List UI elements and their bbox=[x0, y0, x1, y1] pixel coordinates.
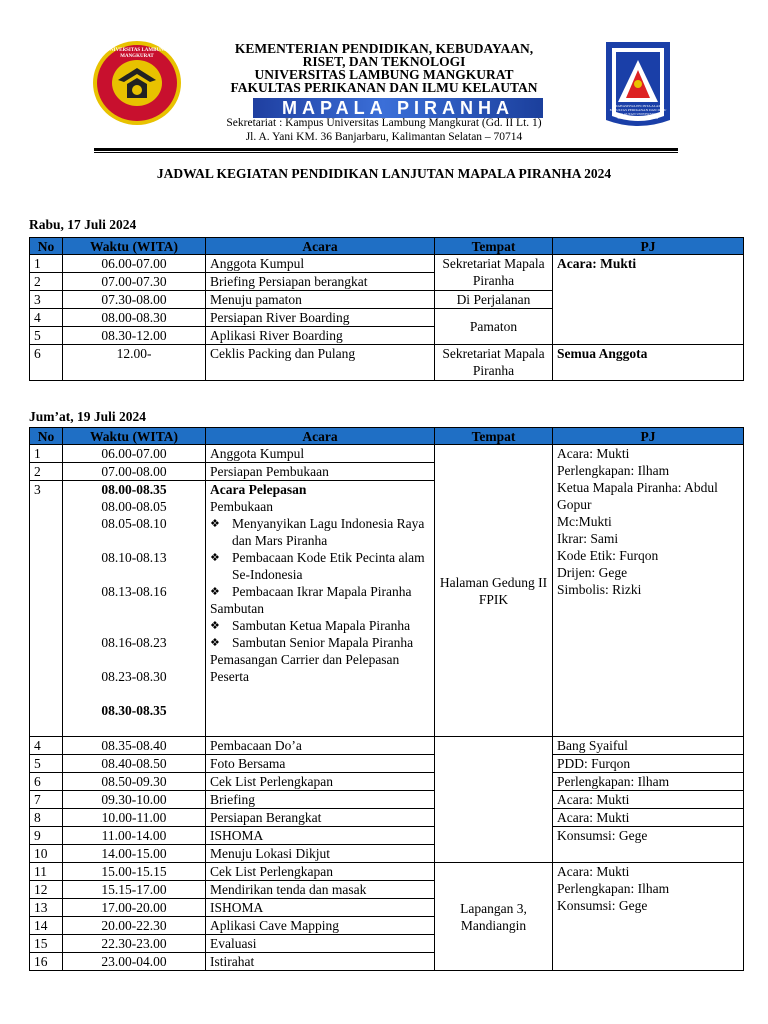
row-pj: Acara: Mukti bbox=[553, 809, 744, 827]
row-event: Ceklis Packing dan Pulang bbox=[206, 345, 435, 381]
row-event bbox=[206, 481, 435, 737]
col-place: Tempat bbox=[435, 428, 553, 445]
col-no: No bbox=[30, 428, 63, 445]
pj-item: Konsumsi: Gege bbox=[557, 898, 648, 913]
event-sub: Pemasangan Carrier dan Pelepasan Peserta bbox=[210, 652, 400, 684]
row-event: Menuju pamaton bbox=[206, 291, 435, 309]
bullet-text: Menyanyikan Lagu Indonesia Raya dan Mars Piranha bbox=[232, 516, 425, 548]
row-no: 12 bbox=[30, 881, 63, 899]
row-time: 07.30-08.00 bbox=[63, 291, 206, 309]
row-event: Istirahat bbox=[206, 953, 435, 971]
pj-item: Kode Etik: Furqon bbox=[557, 548, 659, 563]
header-rule-thin bbox=[94, 152, 678, 153]
row-time: 09.30-10.00 bbox=[63, 791, 206, 809]
diamond-bullet-icon: ❖ bbox=[210, 517, 220, 530]
row-event: Menuju Lokasi Dikjut bbox=[206, 845, 435, 863]
event-sub: Sambutan bbox=[210, 601, 264, 616]
document-title: JADWAL KEGIATAN PENDIDIKAN LANJUTAN MAPALA PIRANHA 2024 bbox=[156, 166, 612, 181]
bullet-text: Sambutan Senior Mapala Piranha bbox=[232, 635, 414, 650]
row-place: Di Perjalanan bbox=[435, 291, 553, 309]
bullet-text: Pembacaan Kode Etik Pecinta alam Se-Indonesia bbox=[232, 550, 425, 582]
col-time: Waktu (WITA) bbox=[63, 238, 206, 255]
row-no: 14 bbox=[30, 917, 63, 935]
row-time: 22.30-23.00 bbox=[63, 935, 206, 953]
event-main: Acara Pelepasan bbox=[210, 482, 307, 497]
time-sub: 08.16-08.23 bbox=[101, 635, 167, 650]
row-time: 17.00-20.00 bbox=[63, 899, 206, 917]
time-sub: 08.30-08.35 bbox=[101, 703, 167, 718]
row-pj: Perlengkapan: Ilham bbox=[553, 773, 744, 791]
row-time: 14.00-15.00 bbox=[63, 845, 206, 863]
university-name: UNIVERSITAS LAMBUNG MANGKURAT bbox=[254, 67, 514, 82]
diamond-bullet-icon: ❖ bbox=[210, 551, 220, 564]
row-time: 10.00-11.00 bbox=[63, 809, 206, 827]
day2-label: Jum’at, 19 Juli 2024 bbox=[29, 409, 147, 424]
diamond-bullet-icon: ❖ bbox=[210, 585, 220, 598]
row-event: Briefing Persiapan berangkat bbox=[206, 273, 435, 291]
event-bullet bbox=[210, 583, 430, 600]
table-row bbox=[30, 755, 744, 773]
row-time: 08.50-09.30 bbox=[63, 773, 206, 791]
table-row bbox=[30, 791, 744, 809]
table-row bbox=[30, 827, 744, 845]
table-header-row bbox=[30, 428, 744, 445]
row-event: Aplikasi River Boarding bbox=[206, 327, 435, 345]
row-event: Cek List Perlengkapan bbox=[206, 863, 435, 881]
row-time: 12.00- bbox=[63, 345, 206, 381]
row-no: 2 bbox=[30, 273, 63, 291]
row-no: 9 bbox=[30, 827, 63, 845]
pj-item: Acara: Mukti bbox=[557, 864, 630, 879]
pj-item: Mc:Mukti bbox=[557, 514, 612, 529]
row-time: 23.00-04.00 bbox=[63, 953, 206, 971]
row-time: 20.00-22.30 bbox=[63, 917, 206, 935]
row-no: 3 bbox=[30, 291, 63, 309]
row-pj: Semua Anggota bbox=[553, 345, 744, 381]
row-place: Lapangan 3, Mandiangin bbox=[435, 863, 553, 971]
ministry-line1: KEMENTERIAN PENDIDIKAN, KEBUDAYAAN, bbox=[234, 41, 534, 56]
diamond-bullet-icon: ❖ bbox=[210, 619, 220, 632]
row-place: Sekretariat Mapala Piranha bbox=[435, 255, 553, 291]
col-place: Tempat bbox=[435, 238, 553, 255]
pj-item: Perlengkapan: Ilham bbox=[557, 463, 670, 478]
row-no: 16 bbox=[30, 953, 63, 971]
row-event: Cek List Perlengkapan bbox=[206, 773, 435, 791]
row-event: Foto Bersama bbox=[206, 755, 435, 773]
row-time: 06.00-07.00 bbox=[63, 445, 206, 463]
row-time bbox=[63, 481, 206, 737]
row-event: Persiapan Berangkat bbox=[206, 809, 435, 827]
row-no: 5 bbox=[30, 755, 63, 773]
day1-schedule-table bbox=[29, 237, 744, 381]
table-header-row bbox=[30, 238, 744, 255]
row-place-empty bbox=[435, 737, 553, 863]
row-time: 15.00-15.15 bbox=[63, 863, 206, 881]
row-event: Briefing bbox=[206, 791, 435, 809]
row-pj bbox=[553, 445, 744, 737]
row-time: 08.30-12.00 bbox=[63, 327, 206, 345]
row-no: 11 bbox=[30, 863, 63, 881]
row-no: 7 bbox=[30, 791, 63, 809]
event-bullet bbox=[210, 617, 430, 634]
header-rule bbox=[94, 148, 678, 151]
mapala-logo-text: MAHASISWA PECINTA ALAM FAKULTAS PERIKANAN DAN ILMU KELAUTAN UNIVERSITAS LAMBUNG MANGKURAT bbox=[609, 104, 667, 120]
col-time: Waktu (WITA) bbox=[63, 428, 206, 445]
row-pj: Acara: Mukti bbox=[553, 255, 744, 345]
row-event: Evaluasi bbox=[206, 935, 435, 953]
row-pj: Acara: Mukti bbox=[553, 791, 744, 809]
row-place: Sekretariat Mapala Piranha bbox=[435, 345, 553, 381]
bullet-text: Sambutan Ketua Mapala Piranha bbox=[232, 618, 411, 633]
table-row bbox=[30, 773, 744, 791]
ministry-line2: RISET, DAN TEKNOLOGI bbox=[302, 54, 466, 69]
pj-item: Drijen: Gege bbox=[557, 565, 628, 580]
address-line2: Jl. A. Yani KM. 36 Banjarbaru, Kalimantan Selatan – 70714 bbox=[245, 131, 523, 143]
col-event: Acara bbox=[206, 238, 435, 255]
event-sub: Pembukaan bbox=[210, 499, 273, 514]
row-no: 2 bbox=[30, 463, 63, 481]
row-event: Aplikasi Cave Mapping bbox=[206, 917, 435, 935]
row-time: 06.00-07.00 bbox=[63, 255, 206, 273]
row-no: 5 bbox=[30, 327, 63, 345]
time-sub: 08.13-08.16 bbox=[101, 584, 167, 599]
row-no: 1 bbox=[30, 445, 63, 463]
row-event: Mendirikan tenda dan masak bbox=[206, 881, 435, 899]
row-no: 4 bbox=[30, 737, 63, 755]
bullet-text: Pembacaan Ikrar Mapala Piranha bbox=[232, 584, 412, 599]
row-time: 08.35-08.40 bbox=[63, 737, 206, 755]
pj-item: Acara: Mukti bbox=[557, 446, 630, 461]
address-line1: Sekretariat : Kampus Universitas Lambung Mangkurat (Gd. II Lt. 1) bbox=[226, 117, 542, 129]
row-no: 8 bbox=[30, 809, 63, 827]
university-logo-text: UNIVERSITAS LAMBUNG MANGKURAT bbox=[106, 48, 168, 59]
time-sub: 08.00-08.05 bbox=[101, 499, 167, 514]
event-bullet bbox=[210, 634, 430, 651]
row-event: ISHOMA bbox=[206, 827, 435, 845]
table-row bbox=[30, 809, 744, 827]
table-row bbox=[30, 345, 744, 381]
faculty-name: FAKULTAS PERIKANAN DAN ILMU KELAUTAN bbox=[230, 80, 538, 95]
time-sub: 08.05-08.10 bbox=[101, 516, 167, 531]
time-main: 08.00-08.35 bbox=[101, 482, 167, 497]
row-no: 4 bbox=[30, 309, 63, 327]
col-no: No bbox=[30, 238, 63, 255]
row-no: 15 bbox=[30, 935, 63, 953]
spacer bbox=[67, 617, 201, 634]
row-event: Anggota Kumpul bbox=[206, 255, 435, 273]
row-event: ISHOMA bbox=[206, 899, 435, 917]
row-no: 10 bbox=[30, 845, 63, 863]
col-event: Acara bbox=[206, 428, 435, 445]
table-row bbox=[30, 737, 744, 755]
pj-item: Ikrar: Sami bbox=[557, 531, 619, 546]
col-pj: PJ bbox=[553, 428, 744, 445]
row-pj: PDD: Furqon bbox=[553, 755, 744, 773]
row-no: 1 bbox=[30, 255, 63, 273]
row-time: 08.40-08.50 bbox=[63, 755, 206, 773]
diamond-bullet-icon: ❖ bbox=[210, 636, 220, 649]
time-sub: 08.10-08.13 bbox=[101, 550, 167, 565]
pj-item: Ketua Mapala Piranha: Abdul Gopur bbox=[557, 480, 718, 512]
row-pj bbox=[553, 863, 744, 971]
row-no: 13 bbox=[30, 899, 63, 917]
row-time: 08.00-08.30 bbox=[63, 309, 206, 327]
day1-label: Rabu, 17 Juli 2024 bbox=[29, 217, 137, 232]
row-event: Anggota Kumpul bbox=[206, 445, 435, 463]
row-event: Persiapan River Boarding bbox=[206, 309, 435, 327]
table-row bbox=[30, 445, 744, 463]
row-event: Pembacaan Do’a bbox=[206, 737, 435, 755]
event-bullet bbox=[210, 549, 430, 583]
row-event: Persiapan Pembukaan bbox=[206, 463, 435, 481]
row-place: Halaman Gedung II FPIK bbox=[435, 445, 553, 737]
row-no: 6 bbox=[30, 345, 63, 381]
row-time: 07.00-08.00 bbox=[63, 463, 206, 481]
row-pj: Bang Syaiful bbox=[553, 737, 744, 755]
organization-banner: MAPALA PIRANHA bbox=[253, 98, 543, 118]
row-place: Pamaton bbox=[435, 309, 553, 345]
table-row bbox=[30, 255, 744, 273]
pj-item: Perlengkapan: Ilham bbox=[557, 881, 670, 896]
row-time: 07.00-07.30 bbox=[63, 273, 206, 291]
row-no: 6 bbox=[30, 773, 63, 791]
row-pj: Konsumsi: Gege bbox=[553, 827, 744, 863]
row-time: 15.15-17.00 bbox=[63, 881, 206, 899]
col-pj: PJ bbox=[553, 238, 744, 255]
event-bullet bbox=[210, 515, 430, 549]
pj-item: Simbolis: Rizki bbox=[557, 582, 642, 597]
table-row bbox=[30, 863, 744, 881]
row-no: 3 bbox=[30, 481, 63, 737]
time-sub: 08.23-08.30 bbox=[101, 669, 167, 684]
row-time: 11.00-14.00 bbox=[63, 827, 206, 845]
day2-schedule-table bbox=[29, 427, 744, 971]
